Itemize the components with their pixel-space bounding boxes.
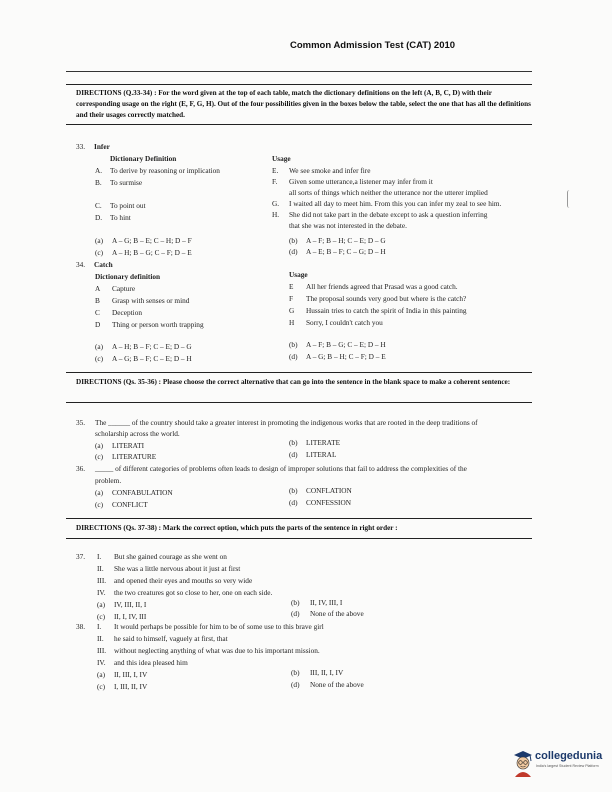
usage-text: We see smoke and infer fire <box>289 166 371 175</box>
scan-mark <box>567 190 572 208</box>
def-letter: A <box>95 284 101 293</box>
usage-text: Hussain tries to catch the spirit of India in this painting <box>306 306 467 315</box>
option-text: CONFESSION <box>306 498 352 507</box>
page-header: Common Admission Test (CAT) 2010 <box>290 40 456 51</box>
definition-heading: Dictionary Definition <box>110 154 177 163</box>
def-text: Deception <box>112 308 142 317</box>
rule <box>66 71 532 72</box>
part-text: and opened their eyes and mouths so very wide <box>114 576 253 585</box>
option-label: (b) <box>289 340 298 349</box>
def-letter: B. <box>95 178 102 187</box>
option-label: (b) <box>289 236 298 245</box>
usage-text: Given some utterance,a listener may infer from it <box>289 177 433 186</box>
option-text: A – H; B – F; C – E; D – G <box>112 342 192 351</box>
part-text: he said to himself, vaguely at first, that <box>114 634 228 643</box>
option-text: A – F; B – H; C – E; D – G <box>306 236 386 245</box>
question-number: 33. <box>76 142 86 151</box>
option-text: A – G; B – H; C – F; D – E <box>306 352 386 361</box>
option-label: (c) <box>95 354 104 363</box>
def-text: Capture <box>112 284 136 293</box>
option-text: A – H; B – G; C – F; D – E <box>112 248 192 257</box>
directions-q33-34: DIRECTIONS (Q.33-34) : For the word given at the top of each table, match the dictionary definitions on the left (A, B, C, D) with their corresponding usage on the right (E, F, G, H). Out of the four possibilities given in the boxes below the table, select the one that has all the definitions and their usages correctly matched. <box>76 89 531 119</box>
question-word: Catch <box>94 260 113 269</box>
option-label: (c) <box>97 612 106 621</box>
option-label: (a) <box>95 441 104 450</box>
usage-heading: Usage <box>272 154 291 163</box>
def-letter: A. <box>95 166 103 175</box>
option-text: LITERATURE <box>112 452 157 461</box>
part-text: But she gained courage as she went on <box>114 552 227 561</box>
usage-letter: F. <box>272 177 278 186</box>
question-text: scholarship across the world. <box>95 429 180 438</box>
option-text: IV, III, II, I <box>114 600 147 609</box>
option-label: (c) <box>95 500 104 509</box>
usage-letter: G <box>289 306 295 315</box>
def-text: To point out <box>110 201 146 210</box>
option-text: LITERATI <box>112 441 145 450</box>
usage-letter: E <box>289 282 294 291</box>
option-text: II, III, I, IV <box>114 670 148 679</box>
rule <box>66 84 532 85</box>
option-label: (c) <box>95 248 104 257</box>
option-text: CONFLICT <box>112 500 148 509</box>
usage-text: all sorts of things which neither the utterance nor the utterer implied <box>289 188 488 197</box>
question-number: 36. <box>76 464 86 473</box>
question-number: 37. <box>76 552 86 561</box>
rule <box>66 124 532 125</box>
usage-text: She did not take part in the debate except to ask a question inferring <box>289 210 488 219</box>
usage-letter: E. <box>272 166 279 175</box>
part-label: II. <box>97 634 104 643</box>
def-letter: D <box>95 320 101 329</box>
option-label: (c) <box>95 452 104 461</box>
part-label: I. <box>97 552 102 561</box>
part-text: It would perhaps be possible for him to be of some use to this brave girl <box>114 622 324 631</box>
option-label: (a) <box>95 236 104 245</box>
part-label: I. <box>97 622 102 631</box>
option-label: (d) <box>289 247 298 256</box>
usage-heading: Usage <box>289 270 308 279</box>
def-letter: D. <box>95 213 103 222</box>
part-text: without neglecting anything of what was due to his important mission. <box>114 646 320 655</box>
option-text: LITERATE <box>306 438 341 447</box>
option-label: (a) <box>97 600 106 609</box>
usage-text: Sorry, I couldn't catch you <box>306 318 383 327</box>
def-text: To hint <box>110 213 131 222</box>
def-letter: B <box>95 296 100 305</box>
option-text: A – G; B – F; C – E; D – H <box>112 354 192 363</box>
option-label: (d) <box>289 352 298 361</box>
option-label: (a) <box>95 488 104 497</box>
option-label: (b) <box>289 486 298 495</box>
question-word: Infer <box>94 142 110 151</box>
part-text: the two creatures got so close to her, one on each side. <box>114 588 273 597</box>
usage-letter: F <box>289 294 294 303</box>
directions-q35-36: DIRECTIONS (Qs. 35-36) : Please choose the correct alternative that can go into the sentence in the blank space to make a coherent sentence: <box>76 378 511 386</box>
rule <box>66 538 532 539</box>
def-text: To derive by reasoning or implication <box>110 166 220 175</box>
usage-text: The proposal sounds very good but where is the catch? <box>306 294 467 303</box>
option-text: CONFLATION <box>306 486 352 495</box>
part-label: III. <box>97 646 107 655</box>
question-text: _____ of different categories of problems often leads to design of improper solutions that fail to address the complexities of the <box>95 464 467 473</box>
directions-q37-38: DIRECTIONS (Qs. 37-38) : Mark the correct option, which puts the parts of the sentence in right order : <box>76 524 398 532</box>
option-text: II, IV, III, I <box>310 598 343 607</box>
option-text: III, II, I, IV <box>310 668 344 677</box>
option-label: (c) <box>97 682 106 691</box>
option-label: (d) <box>291 680 300 689</box>
option-text: A – F; B – G; C – E; D – H <box>306 340 386 349</box>
logo-tagline: India's largest Student Review Platform <box>536 764 599 768</box>
usage-letter: H <box>289 318 295 327</box>
usage-letter: H. <box>272 210 280 219</box>
option-label: (a) <box>97 670 106 679</box>
rule <box>66 518 532 519</box>
def-text: Grasp with senses or mind <box>112 296 190 305</box>
def-letter: C. <box>95 201 102 210</box>
option-text: None of the above <box>310 680 364 689</box>
part-label: IV. <box>97 588 106 597</box>
question-number: 38. <box>76 622 86 631</box>
option-text: II, I, IV, III <box>114 612 147 621</box>
part-text: She was a little nervous about it just at first <box>114 564 241 573</box>
option-label: (b) <box>289 438 298 447</box>
option-text: LITERAL <box>306 450 337 459</box>
option-label: (d) <box>291 609 300 618</box>
def-letter: C <box>95 308 100 317</box>
option-label: (b) <box>291 598 300 607</box>
part-label: II. <box>97 564 104 573</box>
option-label: (d) <box>289 450 298 459</box>
usage-letter: G. <box>272 199 280 208</box>
option-label: (a) <box>95 342 104 351</box>
usage-text: I waited all day to meet him. From this you can infer my zeal to see him. <box>289 199 502 208</box>
def-text: Thing or person worth trapping <box>112 320 204 329</box>
question-text: problem. <box>95 476 122 485</box>
question-number: 34. <box>76 260 86 269</box>
option-label: (d) <box>289 498 298 507</box>
def-text: To surmise <box>110 178 143 187</box>
part-text: and this idea pleased him <box>114 658 188 667</box>
rule <box>66 372 532 373</box>
option-text: A – E; B – F; C – G; D – H <box>306 247 386 256</box>
part-label: III. <box>97 576 107 585</box>
option-text: I, III, II, IV <box>114 682 148 691</box>
option-text: None of the above <box>310 609 364 618</box>
option-label: (b) <box>291 668 300 677</box>
question-text: The ______ of the country should take a greater interest in promoting the indigenous works that are rooted in the deep traditions of <box>95 418 478 427</box>
definition-heading: Dictionary definition <box>95 272 161 281</box>
part-label: IV. <box>97 658 106 667</box>
option-text: A – G; B – E; C – H; D – F <box>112 236 192 245</box>
option-text: CONFABULATION <box>112 488 173 497</box>
logo-name: collegedunia <box>535 750 603 762</box>
collegedunia-logo <box>512 748 607 786</box>
question-number: 35. <box>76 418 86 427</box>
usage-text: All her friends agreed that Prasad was a good catch. <box>306 282 458 291</box>
graduate-mascot-icon <box>512 748 534 778</box>
usage-text: that she was not interested in the debate. <box>289 221 407 230</box>
rule <box>66 402 532 403</box>
